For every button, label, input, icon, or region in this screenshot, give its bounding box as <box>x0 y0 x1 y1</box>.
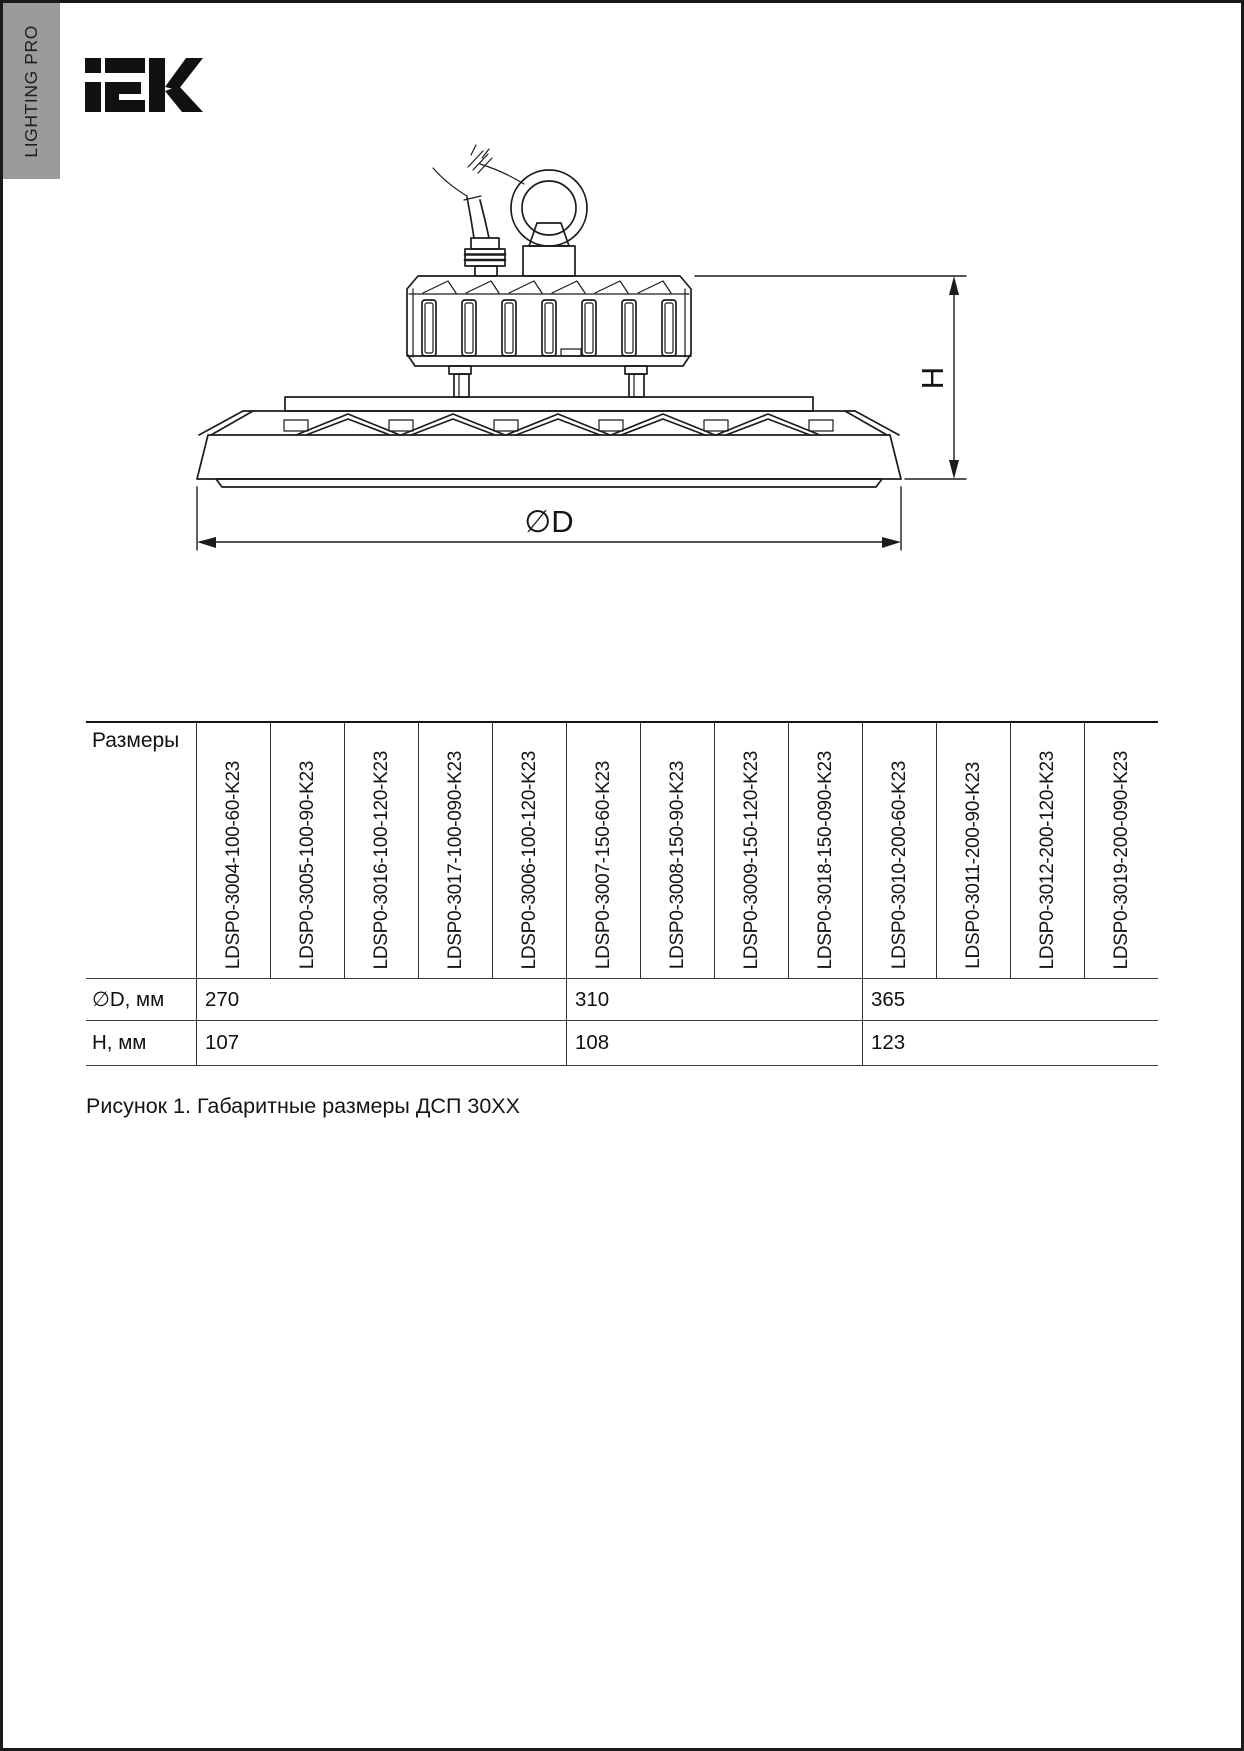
figure-caption: Рисунок 1. Габаритные размеры ДСП 30ХХ <box>86 1094 520 1118</box>
table-row-diameter <box>86 979 1158 1021</box>
diameter-value-group1: 270 <box>196 979 566 1020</box>
model-name: LDSP0-3017-100-090-K23 <box>444 750 466 969</box>
table-row-height <box>86 1021 1158 1066</box>
table-corner-label: Размеры <box>92 729 180 752</box>
model-column-header <box>418 723 492 978</box>
model-column-header <box>492 723 566 978</box>
eye-bolt <box>511 170 587 276</box>
series-tab-label: LIGHTING PRO <box>21 24 41 158</box>
model-name: LDSP0-3009-150-120-K23 <box>740 750 762 969</box>
supply-cable <box>433 145 524 238</box>
dim-d-label: ∅D <box>524 504 574 539</box>
heatsink-fins <box>422 300 676 356</box>
height-value-group1: 107 <box>196 1021 566 1065</box>
model-name: LDSP0-3016-100-120-K23 <box>370 750 392 969</box>
model-column-header <box>1010 723 1084 978</box>
model-name: LDSP0-3004-100-60-K23 <box>222 760 244 969</box>
model-column-header <box>640 723 714 978</box>
diameter-value-group2: 310 <box>566 979 862 1020</box>
model-name: LDSP0-3019-200-090-K23 <box>1110 750 1132 969</box>
model-name: LDSP0-3010-200-60-K23 <box>888 760 910 969</box>
model-column-header <box>862 723 936 978</box>
model-name: LDSP0-3008-150-90-K23 <box>666 760 688 969</box>
model-column-header <box>344 723 418 978</box>
model-column-header <box>936 723 1010 978</box>
height-value-group2: 108 <box>566 1021 862 1065</box>
row-label-diameter: ∅D, мм <box>92 988 165 1011</box>
mounting-posts <box>454 374 644 397</box>
model-name: LDSP0-3006-100-120-K23 <box>518 750 540 969</box>
diameter-value-group3: 365 <box>862 979 1158 1020</box>
luminaire-dimension-drawing <box>3 3 1244 663</box>
row-label-height: Н, мм <box>92 1031 147 1054</box>
model-name: LDSP0-3005-100-90-K23 <box>296 760 318 969</box>
height-value-group3: 123 <box>862 1021 1158 1065</box>
rib-band <box>199 411 899 435</box>
lamp-body <box>197 435 901 487</box>
model-column-header <box>1084 723 1158 978</box>
model-column-header <box>566 723 640 978</box>
dim-h-label: H <box>915 366 950 390</box>
model-column-header <box>788 723 862 978</box>
driver-plate <box>285 397 813 411</box>
table-header-row <box>86 723 1158 979</box>
model-name: LDSP0-3018-150-090-K23 <box>814 750 836 969</box>
model-name: LDSP0-3007-150-60-K23 <box>592 760 614 969</box>
cable-gland <box>465 238 505 276</box>
model-column-header <box>270 723 344 978</box>
model-name: LDSP0-3011-200-90-K23 <box>962 762 984 969</box>
dimension-height <box>695 276 966 479</box>
dimension-diameter <box>197 487 901 550</box>
heatsink-drum <box>407 276 691 374</box>
model-name: LDSP0-3012-200-120-K23 <box>1036 750 1058 969</box>
dimensions-table <box>86 721 1158 1066</box>
model-column-header <box>714 723 788 978</box>
model-column-header <box>196 723 270 978</box>
